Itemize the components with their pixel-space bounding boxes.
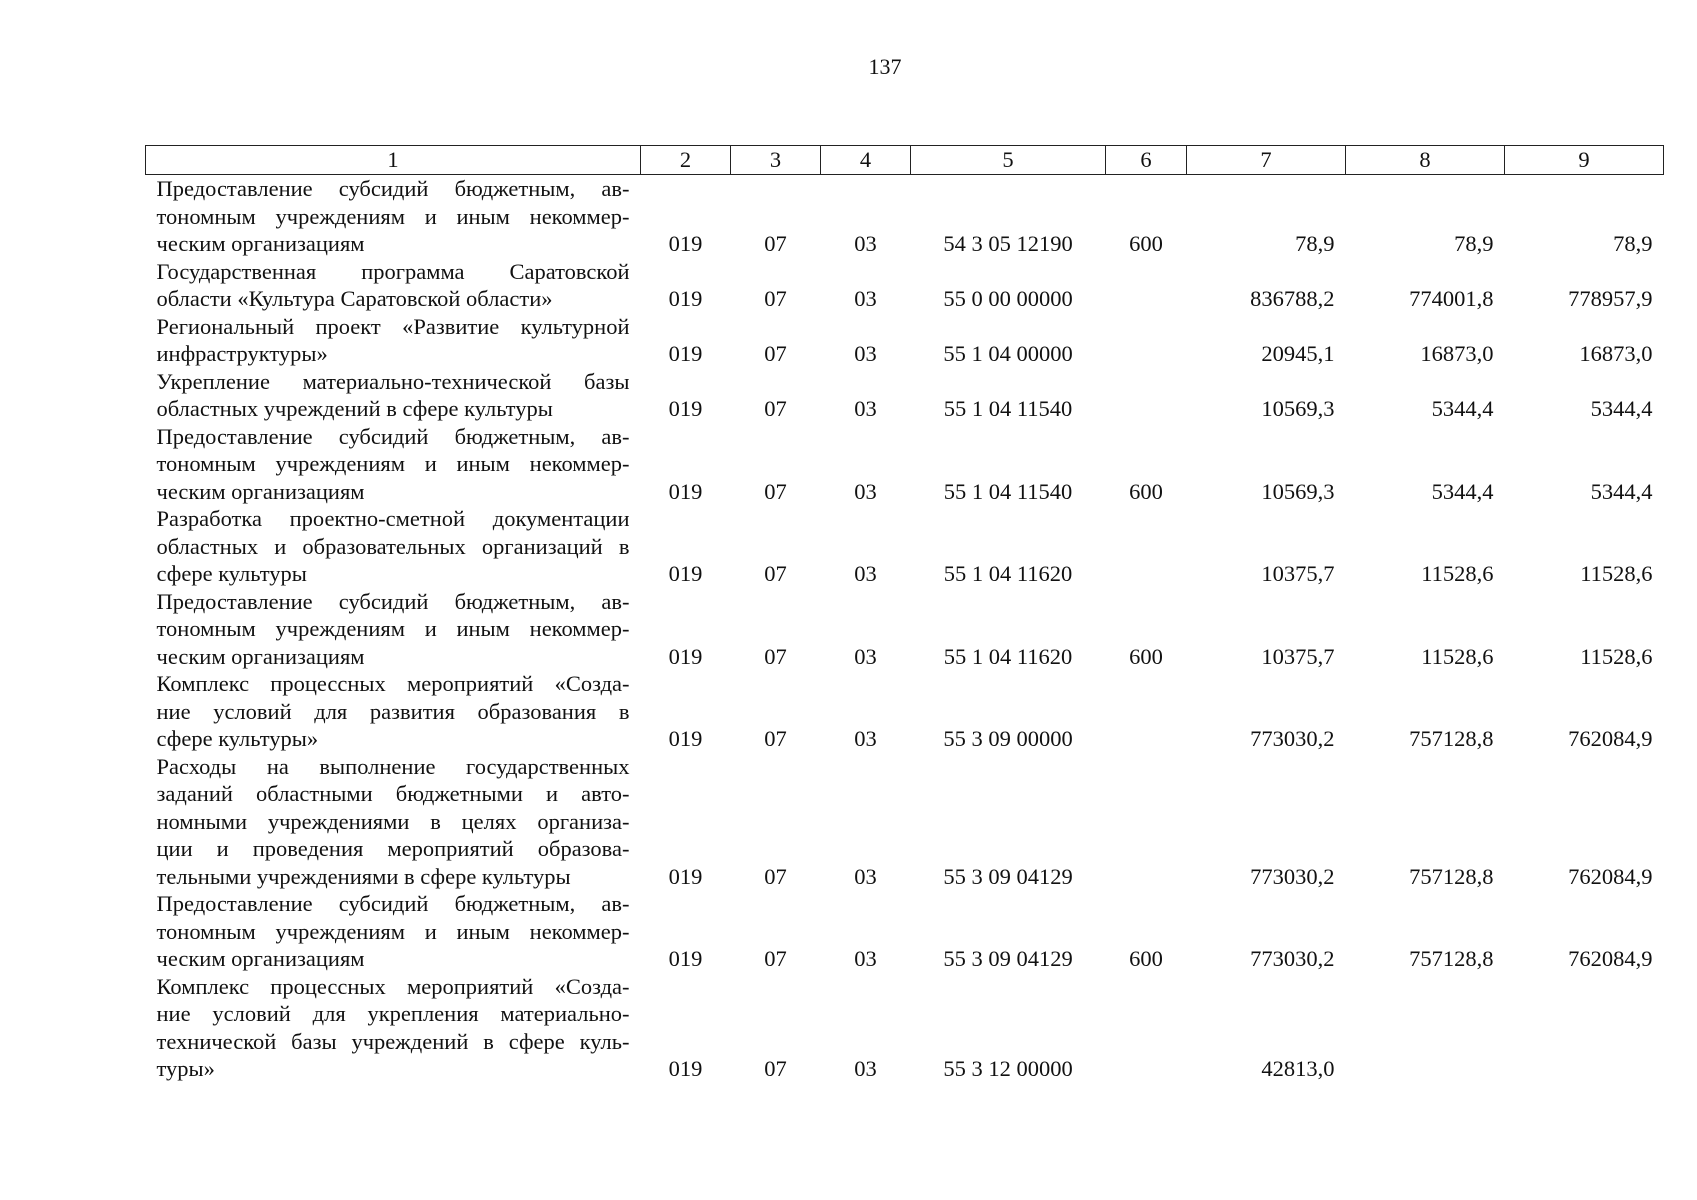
- description-line: туры»: [156, 1056, 215, 1081]
- header-cell-9: 9: [1505, 146, 1664, 175]
- amount-year-2: 774001,8: [1409, 286, 1494, 311]
- section-code: 07: [764, 863, 787, 889]
- description-line: Государственная программа Саратовской: [156, 258, 630, 284]
- ministry-code: 019: [668, 478, 703, 504]
- ministry-code: 019: [668, 341, 703, 366]
- description-line: номными учреждениями в целях организа-: [156, 808, 630, 834]
- table-row: [146, 258, 1664, 313]
- subsection-code: 03: [854, 286, 877, 311]
- amount-year-1: 42813,0: [1261, 1056, 1335, 1081]
- amount-year-2: [1346, 973, 1505, 1083]
- table-row: [146, 588, 1664, 671]
- description-line: ние условий для укрепления материально-: [156, 1001, 630, 1026]
- header-cell-2: 2: [641, 146, 731, 175]
- amount-year-1: 10569,3: [1261, 478, 1335, 504]
- target-article-code: 55 3 12 00000: [943, 1056, 1073, 1081]
- amount-year-3: 778957,9: [1568, 286, 1653, 311]
- target-article-code: 55 3 09 00000: [943, 726, 1073, 751]
- amount-year-3: 11528,6: [1580, 561, 1653, 586]
- target-article-code: 55 1 04 11540: [943, 396, 1073, 421]
- header-cell-5: 5: [911, 146, 1106, 175]
- table-body: [146, 175, 1664, 1083]
- expense-type-code: [1106, 670, 1187, 753]
- table-row: [146, 423, 1664, 506]
- section-code: 07: [764, 726, 787, 751]
- description-line: тономным учреждениям и иным некоммер-: [156, 451, 630, 476]
- ministry-code: 019: [668, 231, 703, 256]
- description-line: Укрепление материально-технической базы: [156, 368, 630, 394]
- amount-year-3: 762084,9: [1568, 946, 1653, 971]
- amount-year-2: 5344,4: [1431, 478, 1494, 504]
- row-description: [146, 973, 641, 1083]
- row-description: [146, 890, 641, 973]
- row-description: [146, 423, 641, 506]
- expense-type-code: 600: [1129, 231, 1163, 256]
- description-line: Комплекс процессных мероприятий «Созда-: [156, 973, 630, 999]
- table-row: [146, 505, 1664, 588]
- target-article-code: 55 1 04 11620: [943, 643, 1073, 669]
- header-row: [146, 146, 1664, 175]
- table-row: [146, 313, 1664, 368]
- header-cell-4: 4: [821, 146, 911, 175]
- ministry-code: 019: [668, 946, 703, 971]
- description-line: сфере культуры: [156, 561, 307, 586]
- description-line: области «Культура Саратовской области»: [156, 286, 553, 311]
- description-line: областных учреждений в сфере культуры: [156, 396, 553, 421]
- subsection-code: 03: [854, 726, 877, 751]
- header-cell-3: 3: [731, 146, 821, 175]
- ministry-code: 019: [668, 1056, 703, 1081]
- description-line: технической базы учреждений в сфере куль-: [156, 1028, 630, 1054]
- description-line: сфере культуры»: [156, 726, 319, 751]
- description-line: Комплекс процессных мероприятий «Созда-: [156, 671, 630, 696]
- subsection-code: 03: [854, 478, 877, 504]
- amount-year-1: 10569,3: [1261, 396, 1335, 421]
- subsection-code: 03: [854, 231, 877, 256]
- section-code: 07: [764, 286, 787, 311]
- amount-year-2: 757128,8: [1409, 863, 1494, 889]
- row-description: [146, 258, 641, 313]
- expense-type-code: [1106, 753, 1187, 891]
- table-row: [146, 753, 1664, 891]
- target-article-code: 55 3 09 04129: [943, 863, 1073, 889]
- target-article-code: 55 1 04 11620: [943, 561, 1073, 586]
- header-cell-6: 6: [1106, 146, 1187, 175]
- description-line: Предоставление субсидий бюджетным, ав-: [156, 588, 630, 614]
- description-line: ческим организациям: [156, 946, 365, 971]
- amount-year-1: 836788,2: [1250, 286, 1335, 311]
- description-line: тономным учреждениям и иным некоммер-: [156, 203, 630, 229]
- table-row: [146, 175, 1664, 258]
- section-code: 07: [764, 478, 787, 504]
- budget-table: [145, 145, 1664, 1083]
- ministry-code: 019: [668, 561, 703, 586]
- amount-year-1: 20945,1: [1261, 341, 1335, 366]
- section-code: 07: [764, 396, 787, 421]
- description-line: тономным учреждениям и иным некоммер-: [156, 918, 630, 944]
- amount-year-3: 5344,4: [1590, 478, 1653, 504]
- target-article-code: 55 1 04 00000: [943, 341, 1073, 366]
- subsection-code: 03: [854, 863, 877, 889]
- header-cell-8: 8: [1346, 146, 1505, 175]
- description-line: ческим организациям: [156, 643, 365, 669]
- target-article-code: 55 3 09 04129: [943, 946, 1073, 971]
- target-article-code: 55 0 00 00000: [943, 286, 1073, 311]
- amount-year-2: 78,9: [1454, 231, 1494, 256]
- page-number: 137: [868, 54, 902, 79]
- expense-type-code: [1106, 258, 1187, 313]
- row-description: [146, 670, 641, 753]
- subsection-code: 03: [854, 341, 877, 366]
- section-code: 07: [764, 341, 787, 366]
- ministry-code: 019: [668, 396, 703, 421]
- amount-year-2: 11528,6: [1421, 643, 1494, 669]
- description-line: тельными учреждениями в сфере культуры: [156, 863, 571, 889]
- description-line: областных и образовательных организаций в: [156, 533, 630, 559]
- row-description: [146, 505, 641, 588]
- row-description: [146, 753, 641, 891]
- expense-type-code: [1106, 313, 1187, 368]
- amount-year-2: 5344,4: [1431, 396, 1494, 421]
- amount-year-3: 78,9: [1613, 231, 1653, 256]
- row-description: [146, 313, 641, 368]
- target-article-code: 54 3 05 12190: [943, 231, 1073, 256]
- amount-year-1: 773030,2: [1250, 946, 1335, 971]
- expense-type-code: 600: [1129, 478, 1163, 504]
- amount-year-3: 16873,0: [1579, 341, 1653, 366]
- subsection-code: 03: [854, 561, 877, 586]
- amount-year-1: 773030,2: [1250, 726, 1335, 751]
- row-description: [146, 175, 641, 258]
- ministry-code: 019: [668, 643, 703, 669]
- ministry-code: 019: [668, 286, 703, 311]
- expense-type-code: [1106, 368, 1187, 423]
- description-line: заданий областными бюджетными и авто-: [156, 781, 630, 806]
- subsection-code: 03: [854, 946, 877, 971]
- amount-year-1: 78,9: [1295, 231, 1335, 256]
- table-row: [146, 670, 1664, 753]
- amount-year-1: 10375,7: [1261, 561, 1335, 586]
- amount-year-2: 11528,6: [1421, 561, 1494, 586]
- description-line: Предоставление субсидий бюджетным, ав-: [156, 891, 630, 916]
- subsection-code: 03: [854, 396, 877, 421]
- description-line: ции и проведения мероприятий образова-: [156, 836, 630, 861]
- ministry-code: 019: [668, 863, 703, 889]
- amount-year-3: 11528,6: [1580, 643, 1653, 669]
- description-line: Расходы на выполнение государственных: [156, 753, 630, 779]
- amount-year-3: 762084,9: [1568, 863, 1653, 889]
- expense-type-code: 600: [1129, 643, 1163, 669]
- table-row: [146, 890, 1664, 973]
- row-description: [146, 368, 641, 423]
- description-line: инфраструктуры»: [156, 341, 328, 366]
- amount-year-1: 773030,2: [1250, 863, 1335, 889]
- header-cell-7: 7: [1187, 146, 1346, 175]
- section-code: 07: [764, 231, 787, 256]
- description-line: Региональный проект «Развитие культурной: [156, 313, 630, 339]
- table-row: [146, 973, 1664, 1083]
- amount-year-2: 757128,8: [1409, 726, 1494, 751]
- description-line: Предоставление субсидий бюджетным, ав-: [156, 423, 630, 449]
- amount-year-1: 10375,7: [1261, 643, 1335, 669]
- section-code: 07: [764, 643, 787, 669]
- amount-year-2: 757128,8: [1409, 946, 1494, 971]
- section-code: 07: [764, 946, 787, 971]
- amount-year-3: [1505, 973, 1664, 1083]
- subsection-code: 03: [854, 643, 877, 669]
- expense-type-code: 600: [1129, 946, 1163, 971]
- table-row: [146, 368, 1664, 423]
- description-line: Предоставление субсидий бюджетным, ав-: [156, 176, 630, 201]
- ministry-code: 019: [668, 726, 703, 751]
- description-line: ческим организациям: [156, 231, 365, 256]
- expense-type-code: [1106, 973, 1187, 1083]
- amount-year-3: 762084,9: [1568, 726, 1653, 751]
- description-line: ние условий для развития образования в: [156, 698, 630, 724]
- section-code: 07: [764, 561, 787, 586]
- subsection-code: 03: [854, 1056, 877, 1081]
- target-article-code: 55 1 04 11540: [943, 478, 1073, 504]
- header-cell-1: 1: [146, 146, 641, 175]
- amount-year-3: 5344,4: [1590, 396, 1653, 421]
- amount-year-2: 16873,0: [1420, 341, 1494, 366]
- description-line: тономным учреждениям и иным некоммер-: [156, 616, 630, 641]
- description-line: Разработка проектно-сметной документации: [156, 506, 630, 531]
- row-description: [146, 588, 641, 671]
- section-code: 07: [764, 1056, 787, 1081]
- expense-type-code: [1106, 505, 1187, 588]
- description-line: ческим организациям: [156, 478, 365, 504]
